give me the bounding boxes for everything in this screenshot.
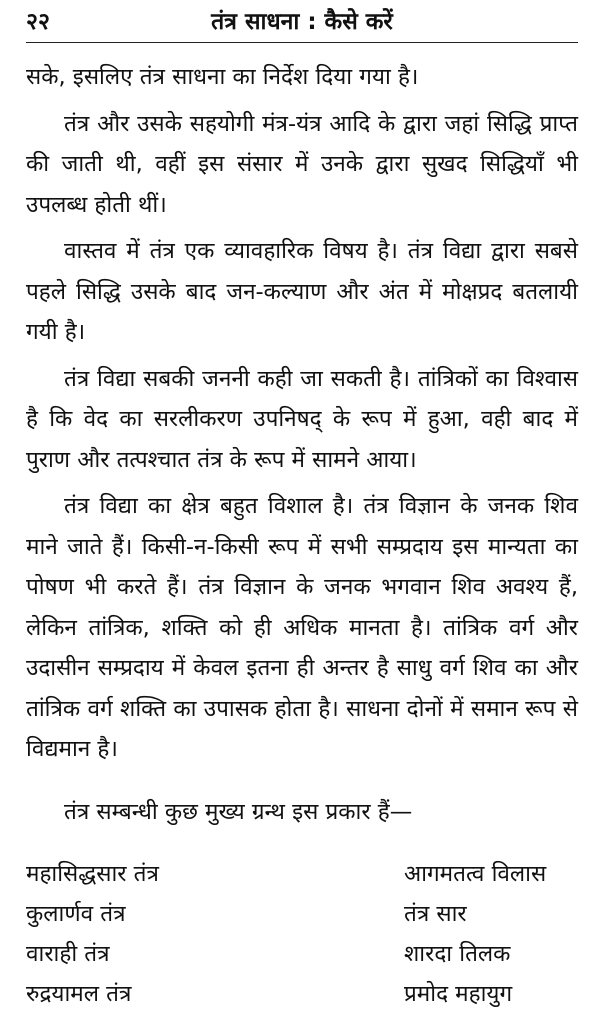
page-number: २२ [26,9,50,35]
book-item: वाराही तंत्र [26,940,110,967]
paragraph: तंत्र और उसके सहयोगी मंत्र-यंत्र आदि के द्वारा जहां सिद्धि प्राप्त की जाती थी, वहीं इस संसार में उनके द्वारा सुखद सिद्धियाँ भी उपलब्ध होती थीं। [26,110,578,218]
book-item: शारदा तिलक [404,940,511,967]
book-item: रुद्रयामल तंत्र [26,980,132,1007]
book-item: आगमतत्व विलास [404,860,547,887]
page-header [26,0,578,43]
running-title: तंत्र साधना : कैसे करें [211,9,393,35]
paragraph: वास्तव में तंत्र एक व्यावहारिक विषय है। तंत्र विद्या द्वारा सबसे पहले सिद्धि उसके बाद जन-कल्याण और अंत में मोक्षप्रद बतलायी गयी है। [26,238,578,345]
paragraph: सके, इसलिए तंत्र साधना का निर्देश दिया गया है। [26,64,419,90]
book-item: प्रमोद महायुग [404,980,513,1007]
book-item: कुलार्णव तंत्र [26,900,126,927]
book-item: तंत्र सार [404,900,467,927]
body-text [26,57,578,770]
paragraph: तंत्र विद्या सबकी जननी कही जा सकती है। तांत्रिकों का विश्वास है कि वेद का सरलीकरण उपनिषद् के रूप में हुआ, वही बाद में पुराण और तत्पश्चात तंत्र के रूप में सामने आया। [26,365,578,473]
book-item: महासिद्धसार तंत्र [26,860,159,887]
paragraph: तंत्र विद्या का क्षेत्र बहुत विशाल है। तंत्र विज्ञान के जनक शिव माने जाते हैं। किसी-न-किसी रूप में सभी सम्प्रदाय इस मान्यता का पोषण भी करते हैं। तंत्र विज्ञान के जनक भगवान शिव अवश्य हैं, लेकिन तांत्रिक, शक्ति को ही अधिक मानता है। तांत्रिक वर्ग और उदासीन सम्प्रदाय में केवल इतना ही अन्तर है साधु वर्ग शिव का और तांत्रिक वर्ग शक्ति का उपासक होता है। साधना दोनों में समान रूप से विद्यमान है। [26,493,578,762]
list-intro: तंत्र सम्बन्धी कुछ मुख्य ग्रन्थ इस प्रकार हैं— [64,798,413,825]
book-list [26,856,578,1012]
